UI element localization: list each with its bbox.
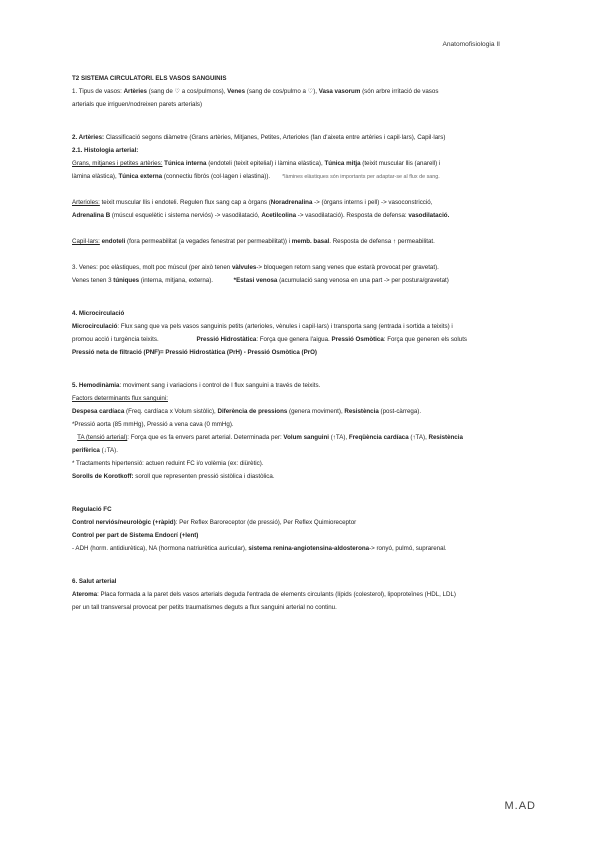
document-title: T2 SISTEMA CIRCULATORI. ELS VASOS SANGUINIS (72, 75, 227, 82)
section-5-line-5: * Tractaments hipertensió: actuen reduint FC i/o volèmia (ex: diürètic). (72, 460, 264, 467)
section-5-heading: 5. Hemodinàmia: moviment sang i variacions i control de l flux sanguini a través de teixits. (72, 382, 321, 389)
section-4-line-3: Pressió neta de filtració (PNF)= Pressió Hidrostàtica (PrH) - Pressió Osmòtica (PrO) (72, 349, 317, 356)
regulacio-line-2: Control per part de Sistema Endocrí (+lent) (72, 532, 199, 539)
section-5-line-1: Despesa cardíaca (Freq. cardíaca x Volum sistòlic), Diferència de pressions (genera moviment), Resistència (post-càrrega). (72, 408, 422, 415)
section-3-line-2: Venes tenen 3 túniques (interna, mitjana, externa). *Estasi venosa (acumulació sang venosa en una part -> per postura/gravetat) (72, 277, 449, 284)
section-1-line-2: arterials que irriguen/nodreixen parets arterials) (72, 101, 203, 108)
section-3-line-1: 3. Venes: poc elàstiques, molt poc múscul (per això tenen vàlvules-> bloquegen retorn sang venes que estarà provocat per gravetat). (72, 264, 439, 271)
grans-arteries-line-2: làmina elàstica), Túnica externa (connectiu fibrós (col·lagen i elastina)). *làmines elàstiques són importants per adaptar-se al flux de sang. (72, 173, 440, 180)
section-6-heading: 6. Salut arterial (72, 578, 117, 585)
section-4-line-2: promou acció i turgència teixits. Pressió Hidrostàtica: Força que genera l'aigua. Pressió Osmòtica: Força que generen els soluts (72, 336, 468, 343)
section-6-line-2: per un tall transversal provocat per petits traumatismes deguts a flux sanguini arterial no continu. (72, 604, 337, 611)
section-4-heading: 4. Microcirculació (72, 310, 125, 317)
regulacio-line-3: - ADH (horm. antidiurètica), NA (hormona natriurètica auricular), sistema renina-angiotensina-aldosterona-> ronyó, pulmó, suprarenal. (72, 545, 447, 552)
course-header: Anatomofisiologia II (442, 41, 500, 48)
section-5-factors: Factors determinants flux sanguini: (72, 395, 168, 402)
grans-arteries-line-1: Grans, mitjanes i petites artèries: Túnica interna (endoteli (teixit epitelial) i làmina elàstica), Túnica mitja (teixit muscular llis (anarell) i (72, 160, 441, 167)
section-5-line-3: TA (tensió arterial): Força que es fa envers paret arterial. Determinada per: Volum sanguini (↑TA), Freqüència cardíaca (↑TA), Resistència (77, 434, 463, 441)
section-4-line-1: Microcirculació: Flux sang que va pels vasos sanguinis petits (arterioles, vènules i capil·lars) i transporta sang (entrada i sortida a teixits) i (72, 323, 453, 330)
regulacio-line-1: Control nerviós/neurològic (+ràpid): Per Reflex Baroreceptor (de pressió), Per Reflex Quimioreceptor (72, 519, 357, 526)
section-5-line-2: *Pressió aorta (85 mmHg), Pressió a vena cava (0 mmHg). (72, 421, 234, 428)
document-body (72, 72, 532, 614)
arterioles-line-1: Arterioles: teixit muscular llis i endoteli. Regulen flux sang cap a òrgans (Noradrenalina -> (òrgans interns i pell) -> vasoconstricció, (72, 199, 433, 206)
section-5-line-6: Sorolls de Korotkoff: soroll que representen pressió sistòlica i diastòlica. (72, 473, 275, 480)
regulacio-heading: Regulació FC (72, 506, 112, 513)
section-1-line-1: 1. Tipus de vasos: Artèries (sang de ♡ a cos/pulmons), Venes (sang de cos/pulmo a ♡), Vasa vasorum (són arbre irritació de vasos (72, 88, 439, 95)
section-2-heading: 2. Artèries: Classificació segons diàmetre (Grans artèries, Mitjanes, Petites, Arterioles (fan d'aixeta entre artèries i capil·lars), Capil·lars) (72, 134, 446, 141)
section-6-line-1: Ateroma: Placa formada a la paret dels vasos arterials deguda l'entrada de elements circulants (lípids (colesterol), lipoproteïnes (HDL, LDL) (72, 591, 456, 598)
arterioles-line-2: Adrenalina B (múscul esquelètic i sistema nerviós) -> vasodilatació, Acetilcolina -> vasodilatació). Resposta de defensa: vasodilatació. (72, 212, 450, 219)
section-5-line-4: perifèrica (↓TA). (72, 447, 118, 454)
author-initials: M.AD (504, 800, 536, 812)
capillars-line: Capil·lars: endoteli (fora permeabilitat (a vegades fenestrat per permeabilitat)) i memb. basal. Resposta de defensa ↑ permeabilitat. (72, 238, 435, 245)
section-2-subheading: 2.1. Histologia arterial: (72, 147, 139, 154)
